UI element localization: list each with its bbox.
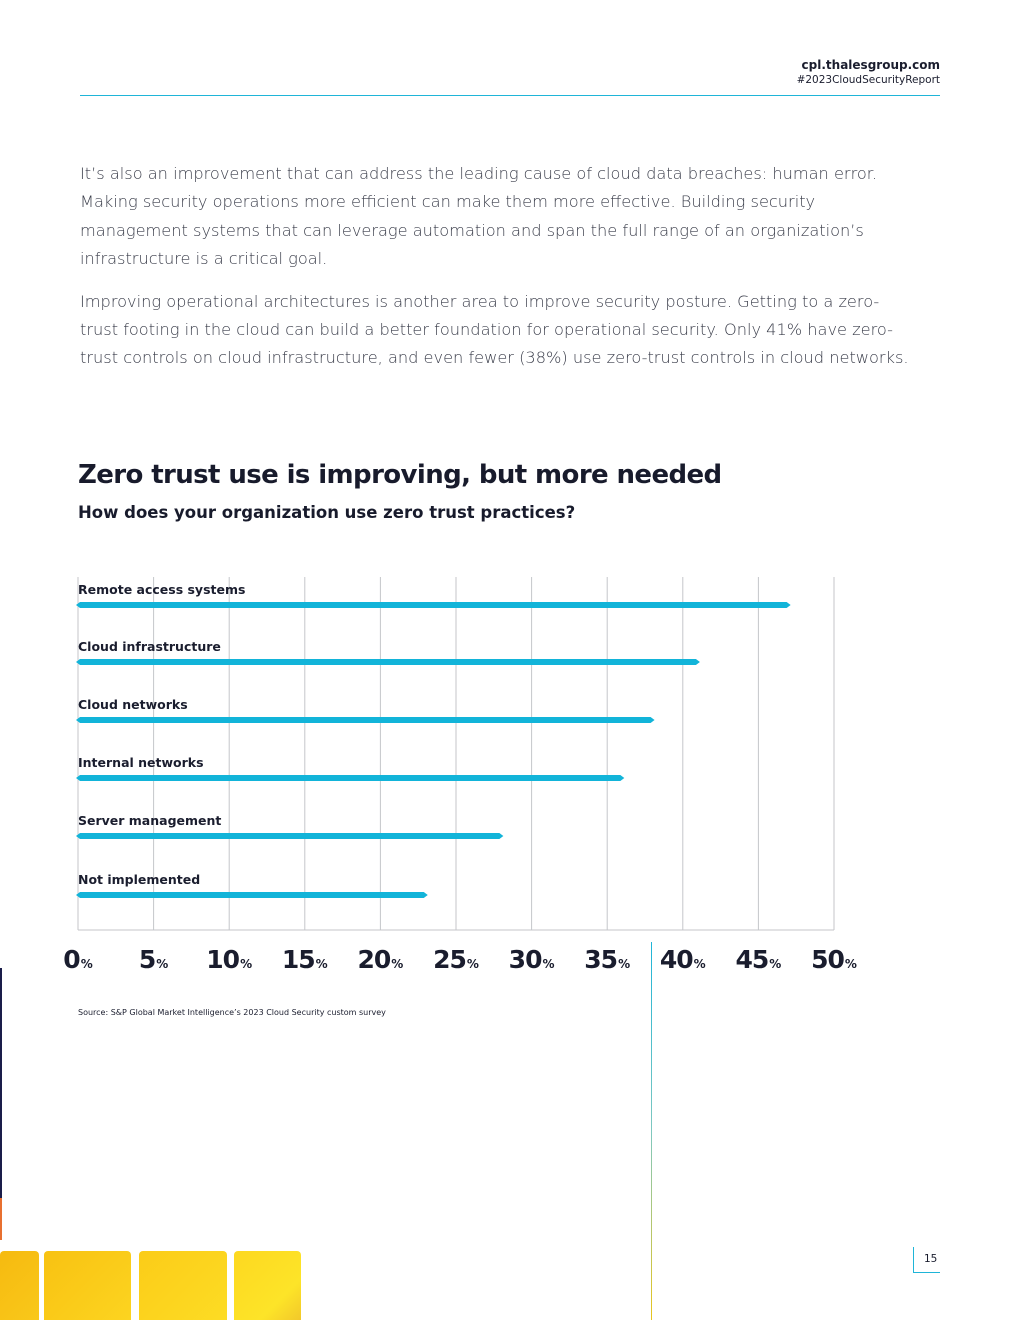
body-text xyxy=(80,160,910,387)
x-tick-label: 40% xyxy=(659,945,706,974)
x-tick-label: 5% xyxy=(138,945,169,974)
decorative-tile xyxy=(0,1251,39,1320)
site-url[interactable]: cpl.thalesgroup.com xyxy=(801,58,940,72)
category-labels xyxy=(78,582,245,887)
x-tick-label: 0% xyxy=(63,945,93,974)
zero-trust-bar-chart xyxy=(0,560,1020,990)
report-hashtag: #2023CloudSecurityReport xyxy=(796,74,940,86)
x-tick-label: 15% xyxy=(281,945,328,974)
bar xyxy=(76,659,700,665)
x-tick-label: 35% xyxy=(584,945,631,974)
category-label: Remote access systems xyxy=(78,582,246,597)
x-tick-label: 50% xyxy=(811,945,857,974)
edge-accent xyxy=(0,968,2,1198)
decorative-tile xyxy=(234,1251,301,1320)
bar xyxy=(76,717,655,723)
category-label: Server management xyxy=(78,813,222,828)
bar xyxy=(76,775,624,781)
decorative-tile xyxy=(44,1251,131,1320)
x-tick-label: 25% xyxy=(433,945,479,974)
header-divider xyxy=(80,95,940,96)
category-label: Cloud networks xyxy=(78,697,188,712)
x-axis-ticks xyxy=(63,945,857,974)
category-label: Not implemented xyxy=(78,872,201,887)
paragraph-1: It’s also an improvement that can address the leading cause of cloud data breaches: human error. Making security operations more efficient can make them more effective. Building security management systems that can leverage automation and span the full range of an organization’s infrastructure is a critical goal. xyxy=(80,164,878,269)
column-divider xyxy=(651,942,652,1320)
edge-accent-orange xyxy=(0,1198,2,1240)
bar xyxy=(76,602,791,608)
category-label: Cloud infrastructure xyxy=(78,639,221,654)
x-tick-label: 20% xyxy=(357,945,404,974)
decorative-tile xyxy=(139,1251,227,1320)
chart-subtitle: How does your organization use zero trust practices? xyxy=(78,503,576,522)
header xyxy=(797,58,940,86)
bar xyxy=(76,833,503,839)
category-label: Internal networks xyxy=(78,755,204,770)
source-note: Source: S&P Global Market Intelligence’s 2023 Cloud Security custom survey xyxy=(78,1008,386,1017)
chart-title: Zero trust use is improving, but more needed xyxy=(78,460,722,490)
paragraph-2: Improving operational architectures is another area to improve security posture. Getting to a zero-trust footing in the cloud can build a better foundation for operational security. Only 41% have zero-trust controls on cloud infrastructure, and even fewer (38%) use zero-trust controls in cloud networks. xyxy=(80,291,909,368)
bar xyxy=(76,892,428,898)
x-tick-label: 10% xyxy=(206,945,253,974)
x-tick-label: 30% xyxy=(508,945,555,974)
x-tick-label: 45% xyxy=(735,945,782,974)
page-number: 15 xyxy=(924,1253,938,1265)
